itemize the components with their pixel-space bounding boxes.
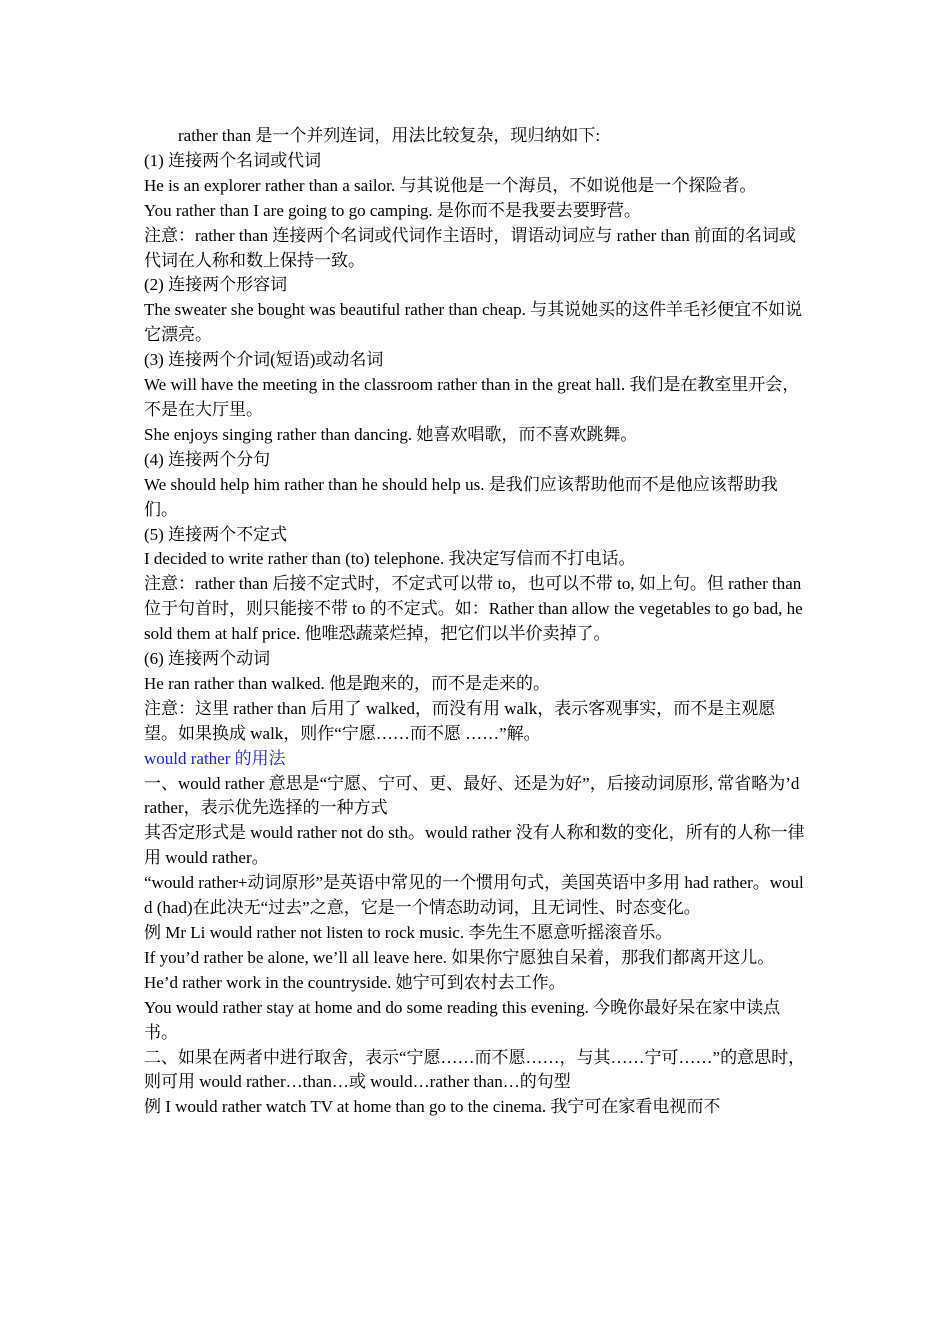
rule-paragraph: 二、如果在两者中进行取舍，表示“宁愿……而不愿……，与其……宁可……”的意思时，则可用 would rather…than…或 would…rather than…的句型	[144, 1047, 806, 1092]
document-body	[144, 124, 808, 1120]
section-heading-3: (3) 连接两个介词(短语)或动名词	[144, 350, 384, 370]
example-paragraph: You rather than I are going to go camping. 是你而不是我要去要野营。	[144, 200, 641, 220]
example-paragraph: 例 I would rather watch TV at home than go to the cinema. 我宁可在家看电视而不	[144, 1097, 721, 1117]
note-paragraph: 注意：rather than 连接两个名词或代词作主语时，谓语动词应与 rather than 前面的名词或代词在人称和数上保持一致。	[144, 225, 797, 270]
example-paragraph: We will have the meeting in the classroom rather than in the great hall. 我们是在教室里开会，不是在大厅里。	[144, 375, 800, 419]
example-paragraph: I decided to write rather than (to) telephone. 我决定写信而不打电话。	[144, 549, 636, 569]
rule-paragraph: 一、would rather 意思是“宁愿、宁可、更、最好、还是为好”，后接动词原形, 常省略为’d rather，表示优先选择的一种方式	[144, 773, 800, 818]
example-paragraph: She enjoys singing rather than dancing. 她喜欢唱歌，而不喜欢跳舞。	[144, 424, 638, 444]
example-paragraph: If you’d rather be alone, we’ll all leave here. 如果你宁愿独自呆着，那我们都离开这儿。	[144, 947, 775, 967]
section-heading-6: (6) 连接两个动词	[144, 649, 271, 669]
section-heading-2: (2) 连接两个形容词	[144, 275, 288, 295]
note-paragraph: 注意：rather than 后接不定式时，不定式可以带 to，也可以不带 to, 如上句。但 rather than 位于句首时，则只能接不带 to 的不定式。如：Rather than allow the vegetables to go bad, he sold them at half price. 他唯恐蔬菜烂掉，把它们以半价卖掉了。	[144, 574, 803, 644]
would-rather-heading: would rather 的用法	[144, 748, 286, 768]
intro-paragraph: rather than 是一个并列连词，用法比较复杂，现归纳如下:	[178, 126, 601, 145]
section-heading-4: (4) 连接两个分句	[144, 449, 271, 469]
section-heading-1: (1) 连接两个名词或代词	[144, 150, 322, 170]
example-paragraph: 例 Mr Li would rather not listen to rock music. 李先生不愿意听摇滚音乐。	[144, 923, 673, 942]
section-heading-5: (5) 连接两个不定式	[144, 524, 288, 544]
example-paragraph: He is an explorer rather than a sailor. 与其说他是一个海员，不如说他是一个探险者。	[144, 175, 757, 195]
rule-paragraph: 其否定形式是 would rather not do sth。would rather 没有人称和数的变化，所有的人称一律用 would rather。	[144, 823, 805, 868]
example-paragraph: You would rather stay at home and do some reading this evening. 今晚你最好呆在家中读点书。	[144, 997, 781, 1042]
example-paragraph: We should help him rather than he should help us. 是我们应该帮助他而不是他应该帮助我们。	[144, 474, 778, 519]
note-paragraph: 注意：这里 rather than 后用了 walked，而没有用 walk，表示客观事实，而不是主观愿望。如果换成 walk，则作“宁愿……而不愿 ……”解。	[144, 698, 776, 743]
example-paragraph: He ran rather than walked. 他是跑来的，而不是走来的。	[144, 673, 551, 693]
example-paragraph: The sweater she bought was beautiful rather than cheap. 与其说她买的这件羊毛衫便宜不如说它漂亮。	[144, 300, 803, 345]
rule-paragraph: “would rather+动词原形”是英语中常见的一个惯用句式，美国英语中多用 had rather。would (had)在此决无“过去”之意，它是一个情态助动词，且无词性、时态变化。	[144, 873, 804, 918]
example-paragraph: He’d rather work in the countryside. 她宁可到农村去工作。	[144, 972, 566, 992]
